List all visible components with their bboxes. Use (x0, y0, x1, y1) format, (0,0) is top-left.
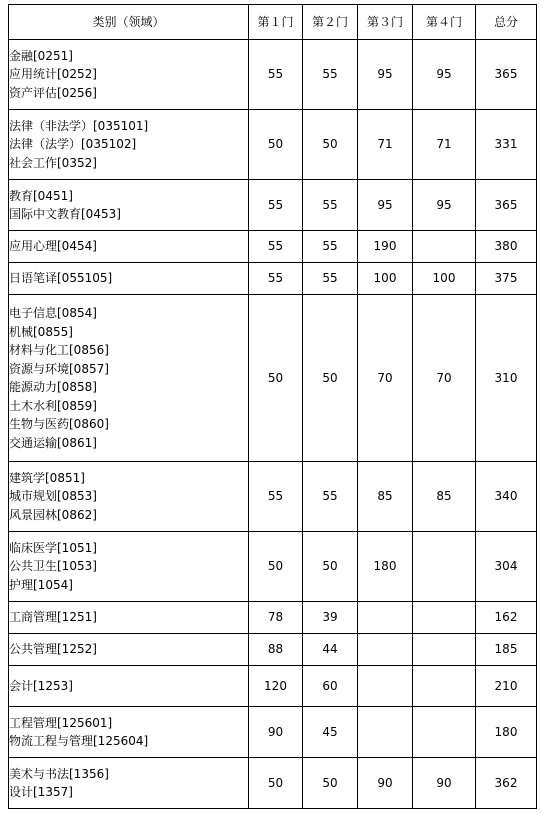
total-score: 185 (476, 634, 537, 666)
table-row (9, 532, 537, 602)
table-header (9, 5, 537, 40)
category-name: 日语笔译[055105] (9, 271, 113, 286)
total-score: 304 (476, 532, 537, 602)
subject-4-score (413, 634, 476, 666)
subject-2-score: 50 (303, 110, 358, 180)
subject-4-score: 95 (413, 180, 476, 231)
category-name: 建筑学[0851] (9, 470, 85, 485)
subject-1-score: 55 (249, 231, 303, 263)
category-name: 护理[1054] (9, 577, 73, 592)
total-score: 365 (476, 40, 537, 110)
subject-2-score: 50 (303, 758, 358, 809)
total-score: 362 (476, 758, 537, 809)
header-subject-2: 第２门 (303, 5, 358, 40)
category-name: 公共管理[1252] (9, 642, 97, 657)
total-score: 210 (476, 666, 537, 707)
category-cell (9, 110, 249, 180)
table-row (9, 40, 537, 110)
subject-2-score: 60 (303, 666, 358, 707)
subject-2-score: 55 (303, 263, 358, 295)
subject-4-score (413, 231, 476, 263)
table-row (9, 263, 537, 295)
total-score: 310 (476, 295, 537, 462)
category-name: 公共卫生[1053] (9, 559, 97, 574)
subject-3-score: 95 (358, 40, 413, 110)
subject-3-score: 90 (358, 758, 413, 809)
category-name: 材料与化工[0856] (9, 343, 109, 357)
category-name: 城市规划[0853] (9, 489, 97, 504)
subject-4-score: 95 (413, 40, 476, 110)
subject-1-score: 55 (249, 180, 303, 231)
table-row (9, 295, 537, 462)
category-name: 机械[0855] (9, 324, 73, 339)
category-name: 资源与环境[0857] (9, 361, 109, 376)
category-cell (9, 707, 249, 758)
category-name: 工商管理[1251] (9, 610, 97, 625)
total-score: 380 (476, 231, 537, 263)
subject-4-score: 85 (413, 462, 476, 532)
category-name: 物流工程与管理[125604] (9, 734, 149, 748)
table-row (9, 180, 537, 231)
category-name: 工程管理[125601] (9, 715, 113, 730)
category-cell (9, 40, 249, 110)
header-subject-4: 第４门 (413, 5, 476, 40)
category-cell (9, 634, 249, 666)
subject-3-score: 70 (358, 295, 413, 462)
score-table (8, 4, 537, 809)
category-cell (9, 231, 249, 263)
total-score: 365 (476, 180, 537, 231)
total-score: 375 (476, 263, 537, 295)
subject-3-score (358, 707, 413, 758)
subject-4-score: 70 (413, 295, 476, 462)
subject-3-score: 85 (358, 462, 413, 532)
total-score: 340 (476, 462, 537, 532)
total-score: 162 (476, 602, 537, 634)
subject-4-score (413, 707, 476, 758)
category-name: 土木水利[0859] (9, 398, 97, 413)
subject-2-score: 50 (303, 532, 358, 602)
subject-3-score: 95 (358, 180, 413, 231)
category-name: 法律（非法学）[035101] (9, 118, 149, 133)
table-body (9, 40, 537, 809)
subject-4-score: 71 (413, 110, 476, 180)
category-name: 会计[1253] (9, 678, 73, 693)
category-cell (9, 180, 249, 231)
subject-3-score: 190 (358, 231, 413, 263)
subject-2-score: 55 (303, 40, 358, 110)
subject-1-score: 50 (249, 758, 303, 809)
subject-4-score (413, 532, 476, 602)
subject-2-score: 55 (303, 180, 358, 231)
subject-2-score: 39 (303, 602, 358, 634)
subject-3-score: 180 (358, 532, 413, 602)
category-name: 电子信息[0854] (9, 306, 97, 320)
category-name: 国际中文教育[0453] (9, 207, 121, 221)
category-cell (9, 532, 249, 602)
category-cell (9, 263, 249, 295)
category-name: 临床医学[1051] (9, 540, 97, 555)
category-name: 能源动力[0858] (9, 380, 97, 394)
header-row (9, 5, 537, 40)
subject-1-score: 55 (249, 462, 303, 532)
subject-3-score (358, 666, 413, 707)
subject-1-score: 50 (249, 295, 303, 462)
subject-1-score: 78 (249, 602, 303, 634)
category-name: 教育[0451] (9, 188, 73, 203)
subject-2-score: 44 (303, 634, 358, 666)
subject-1-score: 55 (249, 263, 303, 295)
subject-3-score: 100 (358, 263, 413, 295)
subject-3-score (358, 634, 413, 666)
subject-1-score: 50 (249, 532, 303, 602)
table-row (9, 462, 537, 532)
subject-4-score (413, 666, 476, 707)
category-cell (9, 758, 249, 809)
header-category: 类别（领域） (9, 5, 249, 40)
subject-2-score: 55 (303, 462, 358, 532)
header-subject-3: 第３门 (358, 5, 413, 40)
category-name: 交通运输[0861] (9, 435, 97, 450)
subject-1-score: 88 (249, 634, 303, 666)
category-name: 社会工作[0352] (9, 155, 97, 170)
subject-3-score (358, 602, 413, 634)
subject-1-score: 50 (249, 110, 303, 180)
table-row (9, 231, 537, 263)
header-total: 总分 (476, 5, 537, 40)
category-cell (9, 295, 249, 462)
category-cell (9, 666, 249, 707)
table-row (9, 634, 537, 666)
subject-4-score: 100 (413, 263, 476, 295)
subject-2-score: 50 (303, 295, 358, 462)
total-score: 180 (476, 707, 537, 758)
category-name: 金融[0251] (9, 48, 73, 63)
category-name: 应用心理[0454] (9, 239, 97, 254)
subject-1-score: 120 (249, 666, 303, 707)
total-score: 331 (476, 110, 537, 180)
category-name: 资产评估[0256] (9, 85, 97, 100)
category-name: 生物与医药[0860] (9, 417, 109, 431)
table-row (9, 602, 537, 634)
subject-1-score: 90 (249, 707, 303, 758)
table-row (9, 707, 537, 758)
table-row (9, 666, 537, 707)
table-row (9, 110, 537, 180)
table-row (9, 758, 537, 809)
category-name: 法律（法学）[035102] (9, 137, 137, 152)
subject-3-score: 71 (358, 110, 413, 180)
subject-4-score (413, 602, 476, 634)
category-name: 设计[1357] (9, 785, 73, 799)
subject-2-score: 55 (303, 231, 358, 263)
category-cell (9, 462, 249, 532)
subject-1-score: 55 (249, 40, 303, 110)
category-cell (9, 602, 249, 634)
subject-4-score: 90 (413, 758, 476, 809)
subject-2-score: 45 (303, 707, 358, 758)
category-name: 美术与书法[1356] (9, 766, 109, 781)
category-name: 应用统计[0252] (9, 67, 97, 82)
header-subject-1: 第１门 (249, 5, 303, 40)
category-name: 风景园林[0862] (9, 507, 97, 522)
